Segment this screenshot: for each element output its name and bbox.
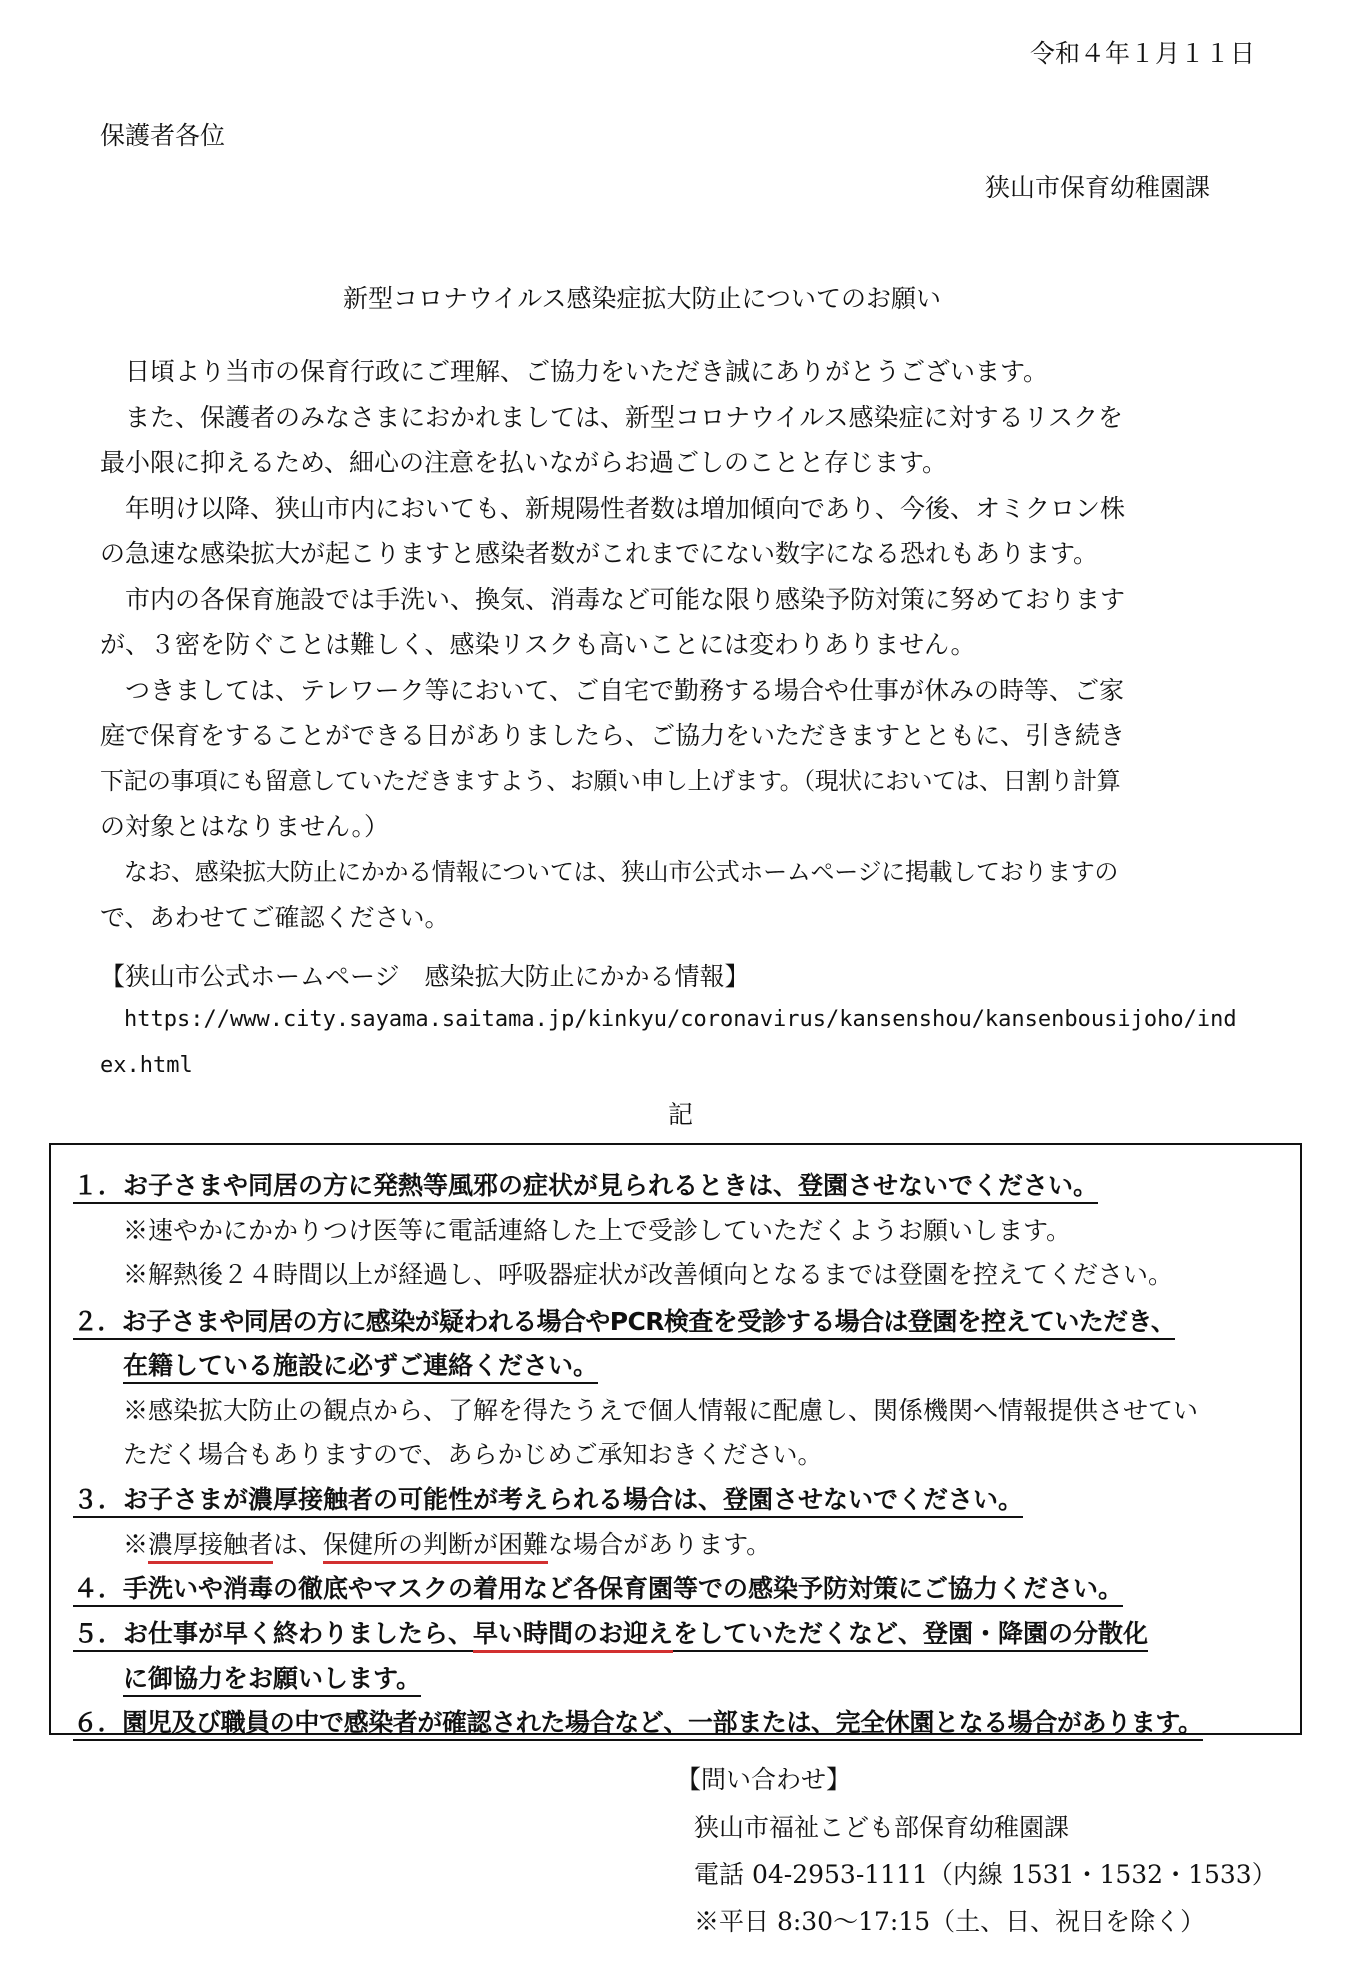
item-3-note — [123, 1525, 771, 1561]
date-text: 令和４年１月１１日 — [1030, 39, 1256, 68]
ki-heading: 記 — [668, 1100, 694, 1129]
item-2-line-2 — [123, 1346, 598, 1382]
recipient: 保護者各位 — [100, 121, 226, 150]
item-2-note-1: ※感染拡大防止の観点から、了解を得たうえで個人情報に配慮し、関係機関へ情報提供させてい — [123, 1396, 1199, 1425]
contact-heading: 【問い合わせ】 — [676, 1765, 852, 1794]
item-6-text: ６．園児及び職員の中で感染者が確認された場合など、一部または、完全休園となる場合があります。 — [73, 1708, 1203, 1741]
body-text — [100, 349, 1280, 941]
body-line: の急速な感染拡大が起こりますと感染者数がこれまでにない数字になる恐れもあります。 — [100, 539, 1099, 568]
sender: 狭山市保育幼稚園課 — [985, 173, 1211, 202]
item-4 — [73, 1569, 1123, 1605]
url-line-1[interactable]: https://www.city.sayama.saitama.jp/kinkyu/coronavirus/kansenshou/kansenbousijoho/ind — [124, 1007, 1237, 1032]
item-1-text: １．お子さまや同居の方に発熱等風邪の症状が見られるときは、登園させないでください。 — [73, 1171, 1098, 1204]
notice-box — [49, 1143, 1302, 1735]
item-1 — [73, 1166, 1098, 1202]
item-2-note-2: ただく場合もありますので、あらかじめご承知おきください。 — [123, 1440, 823, 1469]
body-line: また、保護者のみなさまにおかれましては、新型コロナウイルス感染症に対するリスクを — [100, 402, 1124, 432]
item-2-line-1 — [73, 1302, 1175, 1338]
item-3 — [73, 1480, 1023, 1516]
body-line: が、３密を防ぐことは難しく、感染リスクも高いことには変わりありません。 — [100, 630, 976, 659]
item-5-highlight: 早い時間のお迎え — [473, 1619, 673, 1653]
item-3-note-text: は、 — [273, 1530, 324, 1559]
body-line: 最小限に抑えるため、細心の注意を払いながらお過ごしのことと存じます。 — [100, 448, 948, 477]
document-title: 新型コロナウイルス感染症拡大防止についてのお願い — [343, 284, 942, 313]
contact-phone: 電話 04-2953-1111（内線 1531・1532・1533） — [694, 1860, 1277, 1889]
link-heading: 【狭山市公式ホームページ 感染拡大防止にかかる情報】 — [100, 962, 750, 991]
item-2-text-cont: 在籍している施設に必ずご連絡ください。 — [123, 1351, 598, 1384]
body-line: つきましては、テレワーク等において、ご自宅で勤務する場合や仕事が休みの時等、ご家 — [100, 675, 1125, 705]
item-6 — [73, 1703, 1203, 1739]
body-line: 下記の事項にも留意していただきますよう、お願い申し上げます。（現状においては、日割り計算 — [100, 766, 1121, 795]
item-5-text-c: をしていただくなど、登園・降園の分散化 — [673, 1619, 1148, 1652]
body-line: の対象とはなりません。） — [100, 812, 390, 841]
body-line: なお、感染拡大防止にかかる情報については、狭山市公式ホームページに掲載しておりますの — [100, 857, 1119, 886]
url-line-2[interactable]: ex.html — [100, 1053, 193, 1078]
item-5-text-cont: に御協力をお願いします。 — [123, 1664, 421, 1697]
item-5-line-2 — [123, 1659, 421, 1695]
item-1-note-1: ※速やかにかかりつけ医等に電話連絡した上で受診していただくようお願いします。 — [123, 1216, 1072, 1245]
body-line: で、あわせてご確認ください。 — [100, 903, 450, 932]
item-5-text-a: ５．お仕事が早く終わりましたら、 — [73, 1619, 473, 1652]
item-1-note-2: ※解熱後２４時間以上が経過し、呼吸器症状が改善傾向となるまでは登園を控えてください。 — [123, 1260, 1174, 1289]
item-4-text: ４．手洗いや消毒の徹底やマスクの着用など各保育園等での感染予防対策にご協力ください。 — [73, 1574, 1123, 1607]
item-3-note-text-end: な場合があります。 — [548, 1530, 772, 1559]
contact-hours: ※平日 8:30～17:15（土、日、祝日を除く） — [694, 1907, 1206, 1936]
item-3-note-highlight-2: 保健所の判断が困難 — [323, 1530, 548, 1564]
item-3-note-highlight-1: 濃厚接触者 — [148, 1530, 273, 1564]
body-line: 日頃より当市の保育行政にご理解、ご協力をいただき誠にありがとうございます。 — [100, 357, 1049, 386]
item-2-text: ２．お子さまや同居の方に感染が疑われる場合やPCR検査を受診する場合は登園を控えていただき、 — [73, 1307, 1175, 1340]
body-line: 年明け以降、狭山市内においても、新規陽性者数は増加傾向であり、今後、オミクロン株 — [100, 493, 1126, 523]
body-line: 市内の各保育施設では手洗い、換気、消毒など可能な限り感染予防対策に努めております — [100, 584, 1126, 614]
body-line: 庭で保育をすることができる日がありましたら、ご協力をいただきますとともに、引き続き — [100, 721, 1126, 750]
item-3-text: ３．お子さまが濃厚接触者の可能性が考えられる場合は、登園させないでください。 — [73, 1485, 1023, 1518]
item-5-line-1 — [73, 1614, 1148, 1650]
item-3-note-mark: ※ — [123, 1530, 149, 1559]
contact-department: 狭山市福祉こども部保育幼稚園課 — [694, 1813, 1070, 1842]
